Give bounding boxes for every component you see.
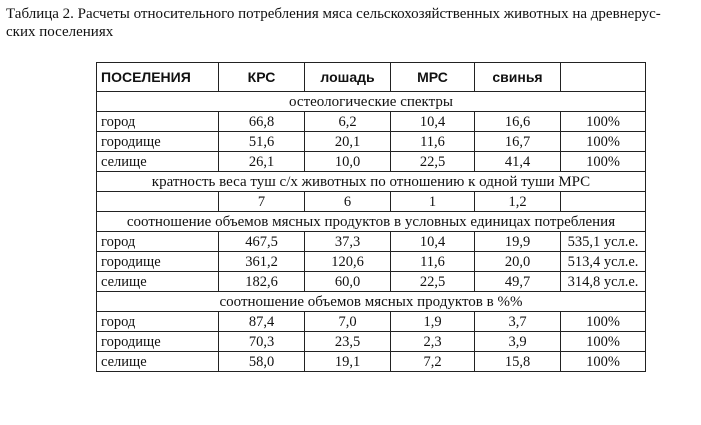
total-cell: 513,4 усл.е.	[561, 252, 646, 272]
table-row	[97, 152, 646, 172]
pig-cell: 15,8	[475, 352, 561, 372]
settlement-cell: город	[97, 312, 219, 332]
header-settlements: ПОСЕЛЕНИЯ	[97, 63, 219, 92]
table-row	[97, 272, 646, 292]
total-cell	[561, 192, 646, 212]
caption-line-2: ских поселениях	[6, 24, 114, 40]
total-cell: 100%	[561, 112, 646, 132]
pig-cell: 41,4	[475, 152, 561, 172]
mrs-cell: 22,5	[391, 272, 475, 292]
krs-cell: 70,3	[219, 332, 305, 352]
horse-cell: 19,1	[305, 352, 391, 372]
mrs-cell: 10,4	[391, 112, 475, 132]
header-horse: лошадь	[305, 63, 391, 92]
krs-cell: 361,2	[219, 252, 305, 272]
horse-cell: 37,3	[305, 232, 391, 252]
mrs-cell: 22,5	[391, 152, 475, 172]
settlement-cell: городище	[97, 332, 219, 352]
pig-cell: 1,2	[475, 192, 561, 212]
krs-cell: 182,6	[219, 272, 305, 292]
table-row	[97, 252, 646, 272]
section-title-row	[97, 292, 646, 312]
krs-cell: 467,5	[219, 232, 305, 252]
settlement-cell: городище	[97, 132, 219, 152]
mrs-cell: 2,3	[391, 332, 475, 352]
table-row	[97, 332, 646, 352]
caption-line-1: Таблица 2. Расчеты относительного потребления мяса сельскохозяйственных животных на древнерус-	[6, 6, 661, 22]
table-row	[97, 312, 646, 332]
krs-cell: 26,1	[219, 152, 305, 172]
header-mrs: МРС	[391, 63, 475, 92]
horse-cell: 120,6	[305, 252, 391, 272]
mrs-cell: 10,4	[391, 232, 475, 252]
table-row	[97, 232, 646, 252]
section-title: кратность веса туш с/х животных по отношению к одной туши МРС	[97, 172, 646, 192]
pig-cell: 3,9	[475, 332, 561, 352]
total-cell: 100%	[561, 152, 646, 172]
horse-cell: 20,1	[305, 132, 391, 152]
total-cell: 100%	[561, 332, 646, 352]
pig-cell: 16,6	[475, 112, 561, 132]
settlement-cell: селище	[97, 272, 219, 292]
horse-cell: 7,0	[305, 312, 391, 332]
total-cell: 100%	[561, 132, 646, 152]
section-title: соотношение объемов мясных продуктов в условных единицах потребления	[97, 212, 646, 232]
settlement-cell: город	[97, 232, 219, 252]
pig-cell: 49,7	[475, 272, 561, 292]
horse-cell: 6,2	[305, 112, 391, 132]
table-row	[97, 352, 646, 372]
pig-cell: 16,7	[475, 132, 561, 152]
total-cell: 100%	[561, 352, 646, 372]
mrs-cell: 11,6	[391, 252, 475, 272]
pig-cell: 19,9	[475, 232, 561, 252]
table-caption	[6, 5, 686, 41]
settlement-cell: город	[97, 112, 219, 132]
mrs-cell: 1,9	[391, 312, 475, 332]
krs-cell: 51,6	[219, 132, 305, 152]
pig-cell: 3,7	[475, 312, 561, 332]
total-cell: 314,8 усл.е.	[561, 272, 646, 292]
settlement-cell	[97, 192, 219, 212]
table-row	[97, 192, 646, 212]
total-cell: 535,1 усл.е.	[561, 232, 646, 252]
krs-cell: 87,4	[219, 312, 305, 332]
header-total	[561, 63, 646, 92]
header-pig: свинья	[475, 63, 561, 92]
total-cell: 100%	[561, 312, 646, 332]
section-title: соотношение объемов мясных продуктов в %%	[97, 292, 646, 312]
meat-consumption-table	[96, 62, 646, 372]
horse-cell: 6	[305, 192, 391, 212]
table-row	[97, 132, 646, 152]
krs-cell: 66,8	[219, 112, 305, 132]
settlement-cell: селище	[97, 352, 219, 372]
krs-cell: 58,0	[219, 352, 305, 372]
section-title-row	[97, 212, 646, 232]
header-row	[97, 63, 646, 92]
section-title-row	[97, 92, 646, 112]
horse-cell: 60,0	[305, 272, 391, 292]
pig-cell: 20,0	[475, 252, 561, 272]
mrs-cell: 7,2	[391, 352, 475, 372]
horse-cell: 23,5	[305, 332, 391, 352]
horse-cell: 10,0	[305, 152, 391, 172]
header-krs: КРС	[219, 63, 305, 92]
section-title: остеологические спектры	[97, 92, 646, 112]
mrs-cell: 11,6	[391, 132, 475, 152]
mrs-cell: 1	[391, 192, 475, 212]
krs-cell: 7	[219, 192, 305, 212]
settlement-cell: городище	[97, 252, 219, 272]
section-title-row	[97, 172, 646, 192]
settlement-cell: селище	[97, 152, 219, 172]
table-row	[97, 112, 646, 132]
